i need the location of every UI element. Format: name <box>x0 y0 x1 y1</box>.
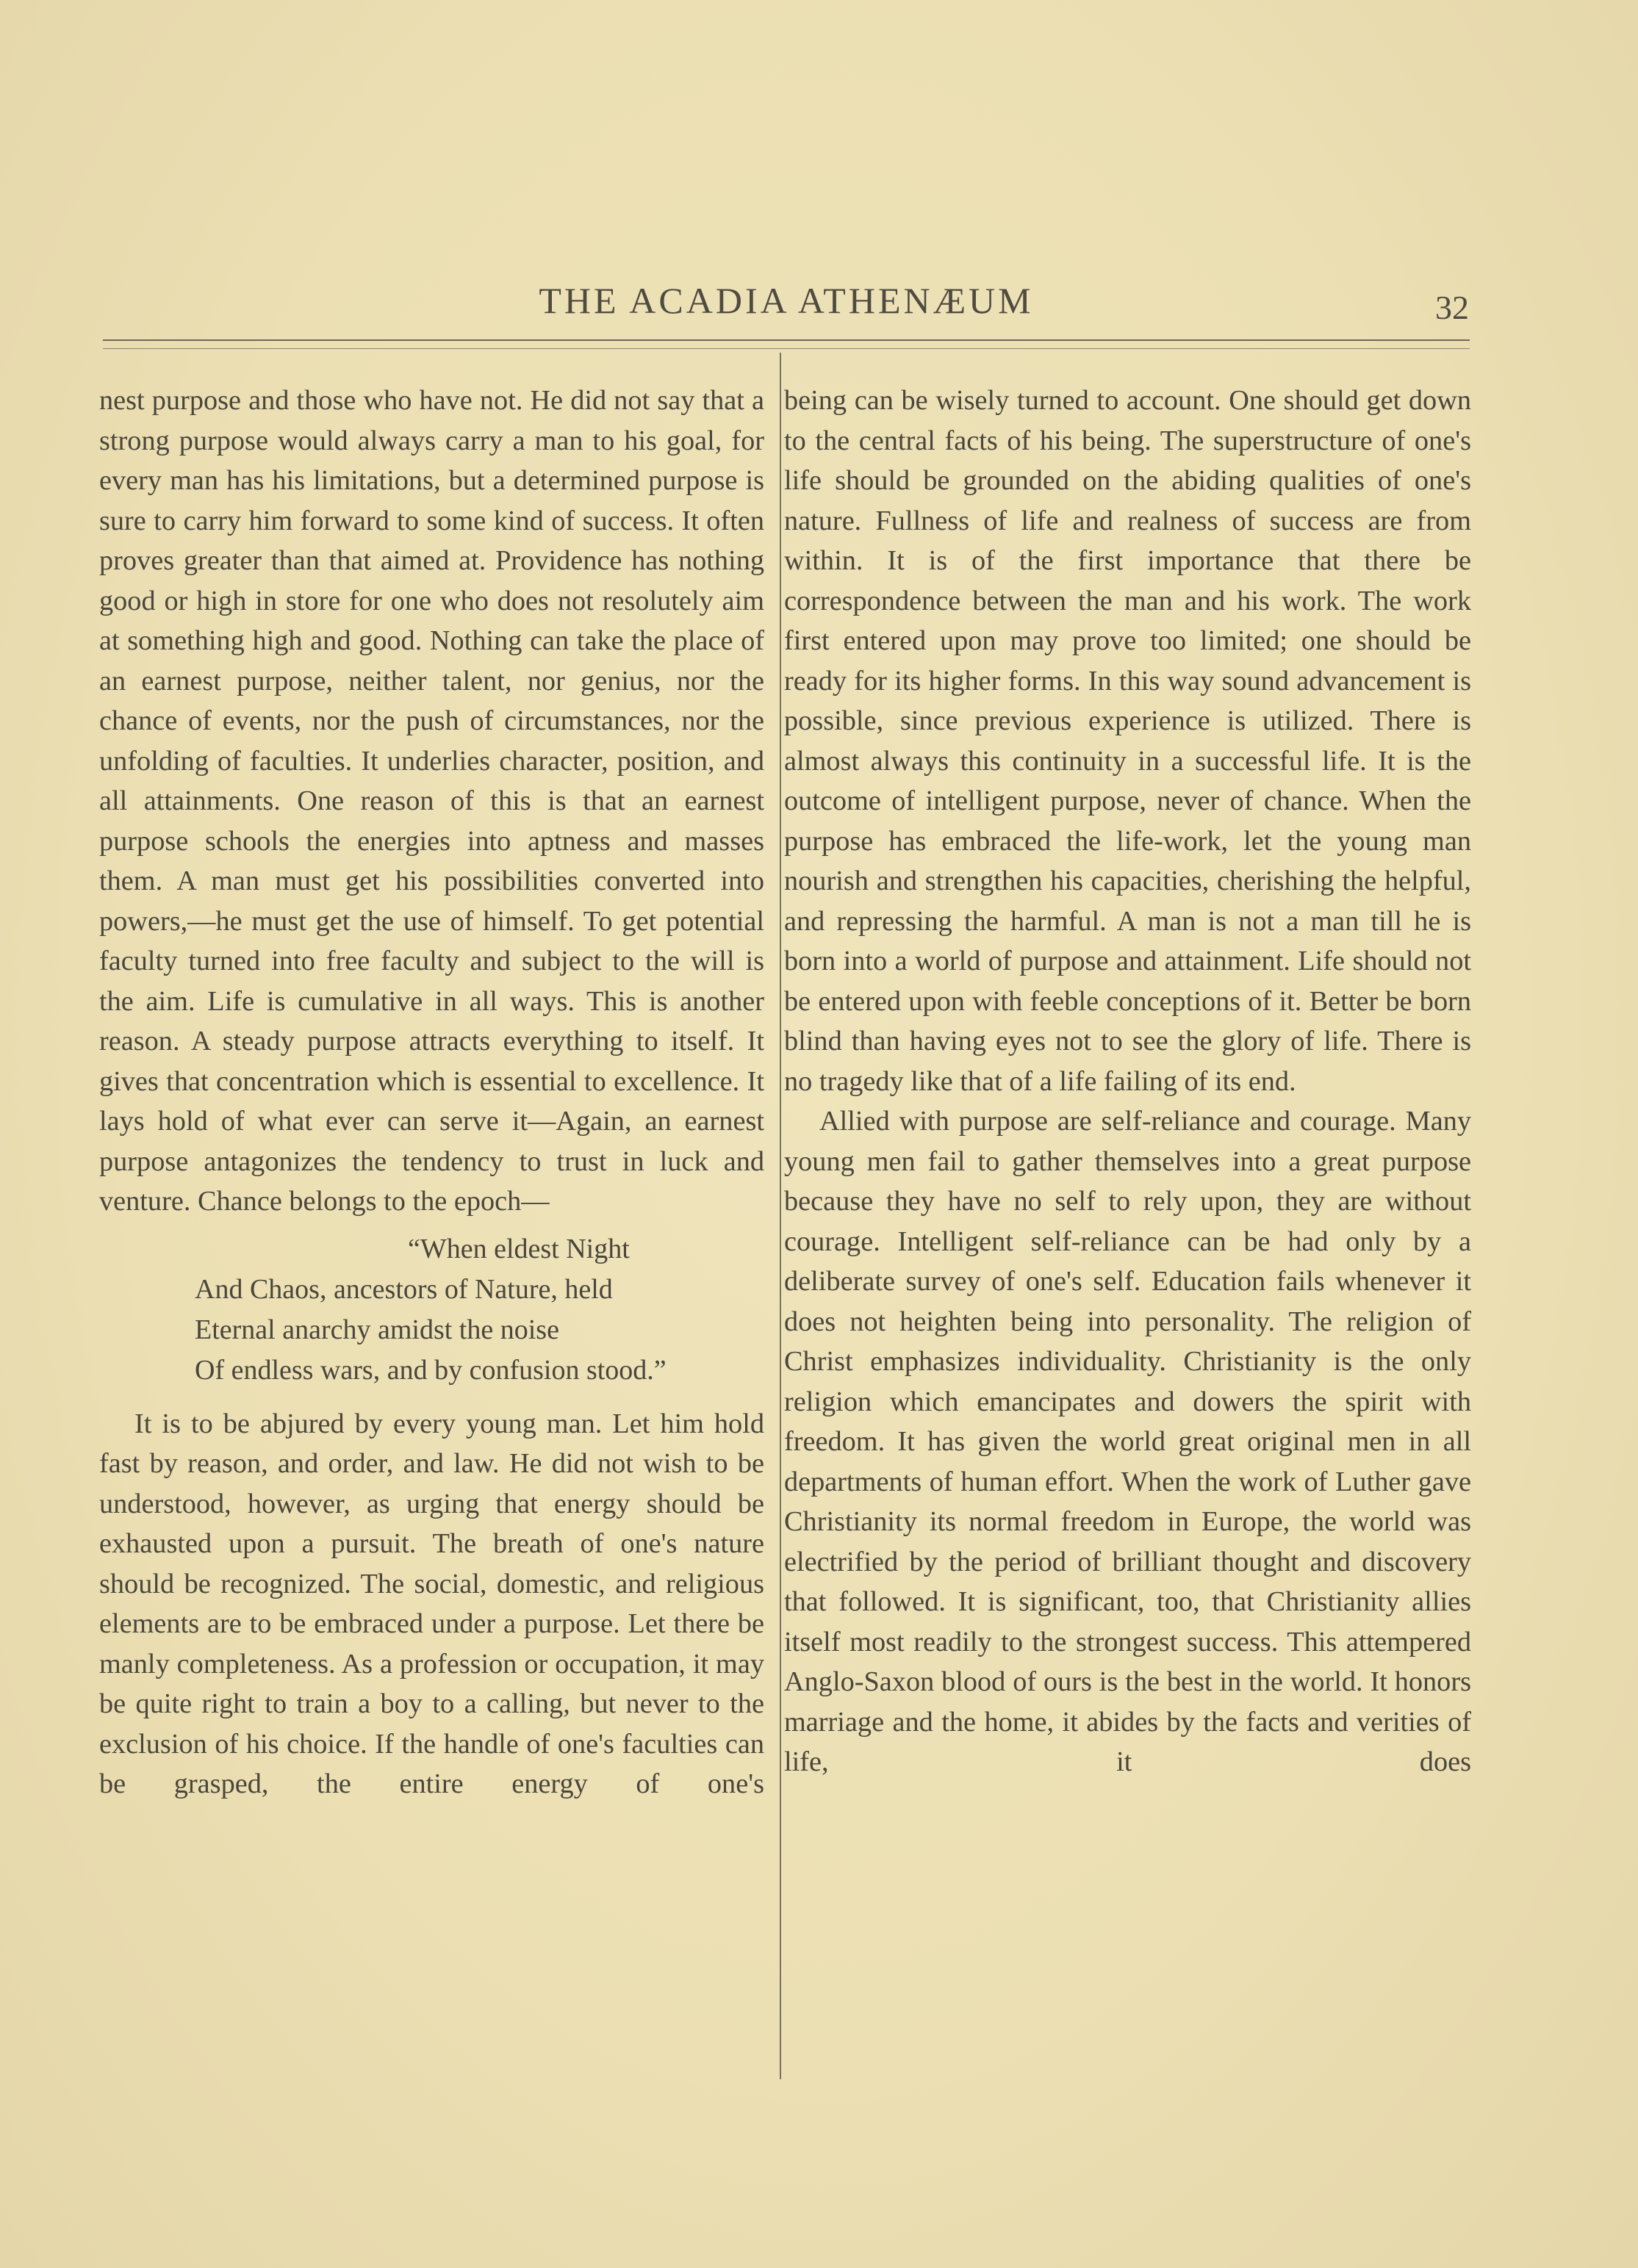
column-divider <box>780 353 781 2079</box>
poem-line-1: “When eldest Night <box>408 1233 630 1264</box>
poem-line-2: And Chaos, ancestors of Nature, held <box>195 1273 613 1305</box>
left-paragraph-2: It is to be abjured by every young man. Let him hold fast by reason, and order, and law. He did not wish to be understood, however, as urging that energy should be exhausted upon a pursuit. The breath of one's nature should be recognized. The social, domestic, and religious elements are to be embraced under a purpose. Let there be manly completeness. As a profession or occupation, it may be quite right to train a boy to a calling, but never to the exclusion of his choice. If the handle of one's faculties can be grasped, the entire energy of one's <box>99 1408 764 1799</box>
poem-line-4: Of endless wars, and by confusion stood.” <box>195 1354 667 1386</box>
header-rule-thin <box>103 348 1470 349</box>
left-column <box>99 381 764 1804</box>
poem-line-3: Eternal anarchy amidst the noise <box>195 1314 559 1345</box>
header-rule <box>103 339 1470 341</box>
right-column <box>784 381 1471 1782</box>
right-paragraph-1: being can be wisely turned to account. One should get down to the central facts of his being. The superstructure of one's life should be grounded on the abiding qualities of one's nature. Fullness of life and realness of success are from within. It is of the first importance that there be correspondence between the man and his work. The work first entered upon may prove too limited; one should be ready for its higher forms. In this way sound advancement is possible, since previous experience is utilized. There is almost always this continuity in a successful life. It is the outcome of intelligent purpose, never of chance. When the purpose has embraced the life-work, let the young man nourish and strengthen his capacities, cherishing the helpful, and repressing the harmful. A man is not a man till he is born into a world of purpose and attainment. Life should not be entered upon with feeble conceptions of it. Better be born blind than having eyes not to see the glory of life. There is no tragedy like that of a life failing of its end. <box>784 385 1471 1097</box>
right-paragraph-2: Allied with purpose are self-reliance and courage. Many young men fail to gather themselves into a great purpose because they have no self to rely upon, they are without courage. Intelligent self-reliance can be had only by a deliberate survey of one's self. Education fails whenever it does not heighten being into personality. The religion of Christ emphasizes individuality. Christianity is the only religion which emancipates and dowers the spirit with freedom. It has given the world great original men in all departments of human effort. When the work of Luther gave Christianity its normal freedom in Europe, the world was electrified by the period of brilliant thought and discovery that followed. It is significant, too, that Christianity allies itself most readily to the strongest success. This attempered Anglo-Saxon blood of ours is the best in the world. It honors marriage and the home, it abides by the facts and verities of life, it does <box>784 1106 1471 1777</box>
page-number: 32 <box>1435 289 1469 326</box>
left-paragraph-1: nest purpose and those who have not. He did not say that a strong purpose would always carry a man to his goal, for every man has his limitations, but a determined purpose is sure to carry him forward to some kind of success. It often proves greater than that aimed at. Providence has nothing good or high in store for one who does not resolutely aim at something high and good. Nothing can take the place of an earnest purpose, neither talent, nor genius, nor the chance of events, nor the push of circumstances, nor the unfolding of faculties. It underlies character, position, and all attainments. One reason of this is that an earnest purpose schools the energies into aptness and masses them. A man must get his possibilities converted into powers,—he must get the use of himself. To get potential faculty turned into free faculty and subject to the will is the aim. Life is cumulative in all ways. This is another reason. A steady purpose attracts everything to itself. It gives that concentration which is essential to excellence. It lays hold of what ever can serve it—Again, an earnest purpose antagonizes the tendency to trust in luck and venture. Chance belongs to the epoch— <box>99 385 764 1217</box>
running-title: THE ACADIA ATHENÆUM <box>539 280 1034 321</box>
poem-quotation <box>195 1229 764 1391</box>
